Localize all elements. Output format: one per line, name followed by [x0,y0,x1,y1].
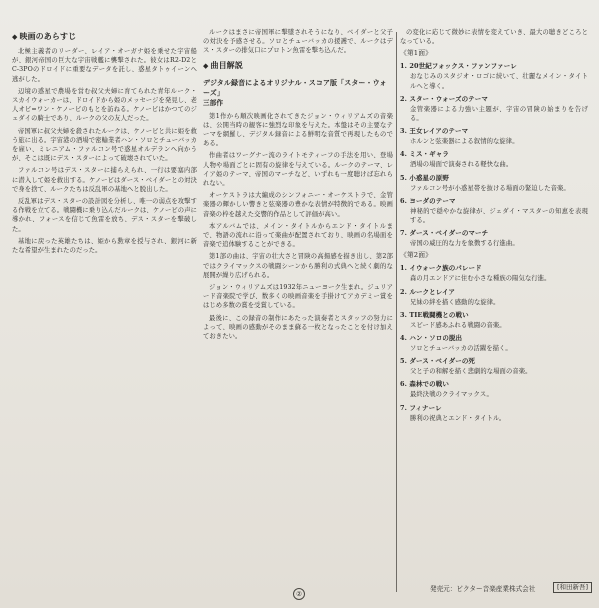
track-title: 3. TIE戦闘機との戦い [400,310,469,319]
track-title: 3. 王女レイアのテーマ [400,127,469,136]
page-number: ② [293,588,305,600]
trilogy-label: 三部作 [203,98,224,107]
author-credit-stamp: [和田新吾] [553,582,592,593]
synopsis-paragraph: 北極主義者のリーダー、レイア・オーガナ姫を乗せた宇宙船が、銀河帝国の巨大な宇宙戦艦に襲撃された。彼女はR2-D2とC-3POのドロイドに重要なデータを託し、惑星タトゥイーンへ逃がした。 [12,48,197,83]
track-title: 5. 小惑星の原野 [400,173,449,182]
track-title: 7. フィナーレ [400,403,442,412]
commentary-paragraph: 本アルバムでは、メイン・タイトルからエンド・タイトルまで、物語の流れに沿って楽曲が配置されており、映画の名場面を音楽で追体験することができる。 [203,222,393,249]
track-description: 父と子の和解を描く悲劇的な場面の音楽。 [410,368,532,376]
commentary-paragraph: 作曲者はワーグナー流のライトモティーフの手法を用い、登場人物や場面ごとに固有の旋律を与えている。ルークのテーマ、レイア姫のテーマ、帝国のマーチなど、いずれも一度聴けば忘れられない。 [203,152,393,188]
synopsis-paragraph: ファルコン号はデス・スターに捕らえられ、一行は要塞内部に潜入して姫を救出する。ケノービはダース・ベイダーとの対決で身を捨て、ルークたちは反乱軍の基地へと脱出した。 [12,167,197,193]
commentary-paragraph: 最後に、この録音の制作にあたった演奏者とスタッフの努力によって、映画の感動がそのまま蘇る一枚となったことを付け加えておきたい。 [203,314,393,341]
track-description: 兄妹の絆を描く感動的な旋律。 [410,298,500,306]
synopsis-paragraph: 反乱軍はデス・スターの設計図を分析し、唯一の弱点を攻撃する作戦を立てる。戦闘機に乗り込んだルークは、ケノービの声に導かれ、フォースを信じて魚雷を放ち、デス・スターを撃破した。 [12,198,197,233]
track-description: 酒場の場面で演奏される軽快な曲。 [410,161,513,169]
diamond-bullet-icon: ◆ [12,32,18,41]
track-title: 1. イウォーク族のパレード [400,264,482,273]
publisher-credit: 発売元：ビクター音楽産業株式会社 [430,585,536,593]
track-title: 6. 森林での戦い [400,380,449,389]
track-description: ソロとチューバッカの活躍を描く。 [410,345,512,353]
track-title: 2. ルークとレイア [400,287,456,296]
commentary-paragraph: ジョン・ウィリアムズは1932年ニューヨーク生まれ。ジュリアード音楽院で学び、数多くの映画音楽を手掛けてアカデミー賞をはじめ多数の賞を受賞している。 [203,284,393,310]
track-description: 勝利の祝典とエンド・タイトル。 [410,414,506,422]
commentary-paragraph: オーケストラは大編成のシンフォニー・オーケストラで、金管楽器の輝かしい響きと弦楽器の豊かな表情が特徴的である。映画音楽の枠を越えた交響的作品として評価が高い。 [203,192,393,218]
track-title: 4. ミス・ギャラ [400,150,449,159]
track-description: 金管楽器による力強い主題が、宇宙の冒険の始まりを告げる。 [410,105,588,123]
track-description: おなじみのスタジオ・ロゴに続いて、壮麗なメイン・タイトルへと導く。 [410,73,588,90]
track-title: 2. スター・ウォーズのテーマ [400,94,488,103]
track-description: 帝国の威圧的な力を象徴する行進曲。 [410,240,519,248]
side-two-label: 《第2面》 [400,251,433,260]
commentary-paragraph: 第1作から順次映画化されてきたジョン・ウィリアムズの音楽は、公開当時の観客に強烈な印象を与えた。本盤はその主要なテーマを網羅し、デジタル録音による鮮明な音質で再現したものである。 [203,112,393,148]
track-description: ファルコン号が小惑星帯を抜ける場面の緊迫した音楽。 [410,184,570,192]
commentary-column [203,28,393,588]
diamond-bullet-icon: ◆ [203,60,209,70]
synopsis-heading: ◆ 映画のあらすじ [12,31,77,41]
track-description: 森の月エンドアに住む小さな種族の陽気な行進。 [410,275,551,283]
track-description: ホルンと弦楽器による叙情的な旋律。 [410,138,519,146]
synopsis-paragraph: 帝国軍に叔父夫婦を殺されたルークは、ケノービと共に姫を救う旅に出る。宇宙港の酒場で密輸業者ハン・ソロとチューバッカを雇い、ミレニアム・ファルコン号で惑星オルデランへ向かうが、そこは既にデス・スターによって破壊されていた。 [12,127,197,163]
track-title: 6. ヨーダのテーマ [400,196,456,205]
continued-paragraph: の変化に応じて微妙に表情を変えていき、最大の聴きどころとなっている。 [400,29,588,46]
track-commentary-heading: ◆ 曲目解説 [203,59,243,70]
synopsis-paragraph: 辺境の惑星で農場を営む叔父夫婦に育てられた青年ルーク・スカイウォーカーは、ドロイドから姫のメッセージを発見し、老人オビ=ワン・ケノービのもとを訪ねる。ケノービはかつてのジェダイの騎士であり、ルークの父の友人だった。 [12,87,197,123]
track-description: 最終決戦のクライマックス。 [410,391,493,399]
synopsis-paragraph: 基地に戻った英雄たちは、姫から勲章を授与され、銀河に新たな希望が生まれたのだった。 [12,237,197,255]
album-subtitle: デジタル録音によるオリジナル・スコア版「スター・ウォーズ」 [203,77,387,97]
track-title: 1. 20世紀フォックス・ファンファーレ [400,62,517,71]
track-description: スピード感あふれる戦闘の音楽。 [410,321,506,329]
commentary-paragraph: 第1部の曲は、宇宙の壮大さと冒険の高揚感を描き出し、第2部ではクライマックスの戦闘シーンから勝利の式典へと続く劇的な展開が繰り広げられる。 [203,253,393,279]
tracklist-column [400,28,588,588]
track-description: 神秘的で穏やかな旋律が、ジェダイ・マスターの知恵を表現する。 [410,207,588,225]
side-one-label: 《第1面》 [400,49,433,58]
track-title: 7. ダース・ベイダーのマーチ [400,229,489,238]
track-title: 5. ダース・ベイダーの死 [400,357,476,366]
continued-paragraph: ルークはまさに帝国軍に撃墜されそうになり、ベイダーと父子の対決を予感させる。ソロとチューバッカの援護で、ルークはデス・スターの排気口にプロトン魚雷を撃ち込んだ。 [203,29,393,55]
synopsis-column [12,28,197,588]
track-title: 4. ハン・ソロの脱出 [400,334,463,343]
